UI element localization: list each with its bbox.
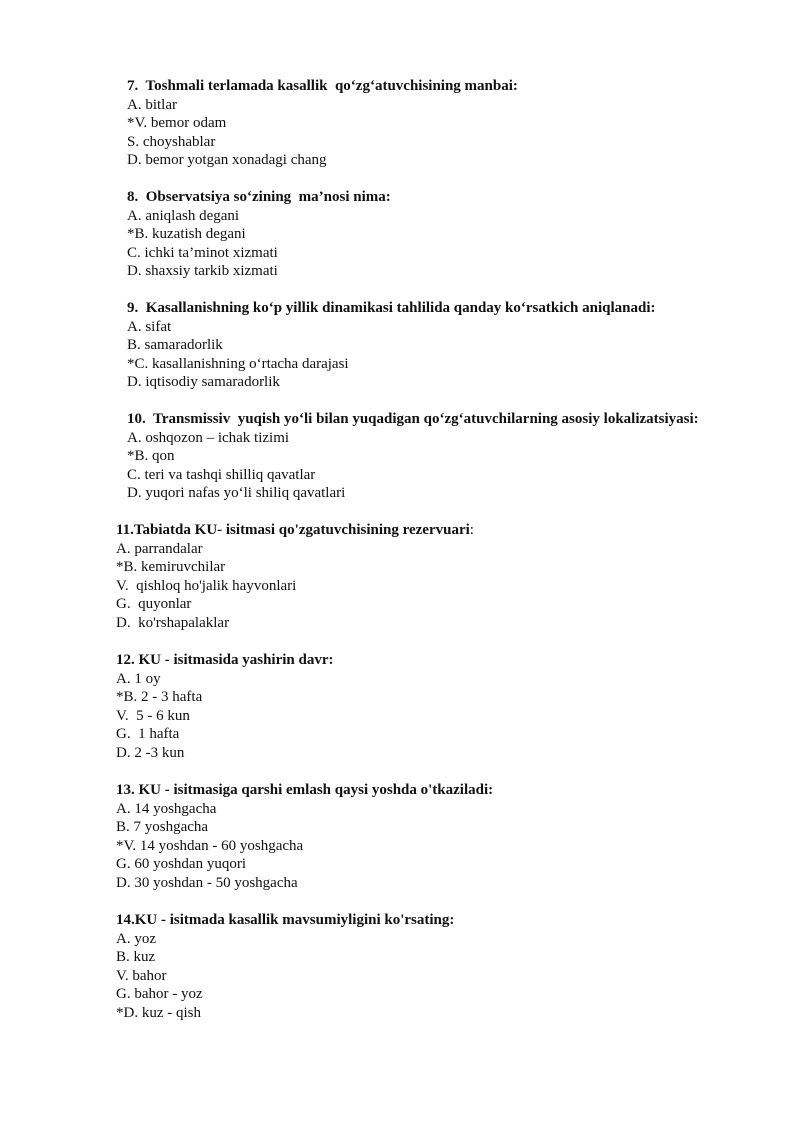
question-8 <box>127 188 391 281</box>
answer-option: B. kuz <box>116 949 156 966</box>
answer-option: V. 5 - 6 kun <box>116 707 190 724</box>
answer-option: D. shaxsiy tarkib xizmati <box>127 263 278 280</box>
answer-option: A. 14 yoshgacha <box>116 800 217 817</box>
answer-option: A. yoz <box>116 930 156 947</box>
question-title: 12. KU - isitmasida yashirin davr: <box>116 652 334 668</box>
answer-option: A. bitlar <box>127 96 177 113</box>
answer-option: C. teri va tashqi shilliq qavatlar <box>127 466 316 483</box>
answer-option: G. 60 yoshdan yuqori <box>116 856 246 873</box>
question-title-colon: : <box>469 522 474 538</box>
answer-option: A. oshqozon – ichak tizimi <box>127 429 290 446</box>
answer-option: V. qishloq ho'jalik hayvonlari <box>116 577 297 594</box>
question-10 <box>127 410 699 503</box>
question-title <box>116 521 474 540</box>
answer-option: D. 30 yoshdan - 50 yoshgacha <box>116 874 298 891</box>
question-title: 14.KU - isitmada kasallik mavsumiyligini ko'rsating: <box>116 912 455 928</box>
answer-option: A. sifat <box>127 318 172 335</box>
answer-option: C. ichki ta’minot xizmati <box>127 244 278 261</box>
answer-option-correct: *B. qon <box>127 448 175 465</box>
answer-option: G. quyonlar <box>116 596 192 613</box>
answer-option: D. bemor yotgan xonadagi chang <box>127 152 327 169</box>
question-13 <box>116 781 493 893</box>
answer-option: G. 1 hafta <box>116 726 180 743</box>
answer-option-correct: *V. 14 yoshdan - 60 yoshgacha <box>116 837 304 854</box>
question-7 <box>127 77 518 170</box>
answer-option-correct: *C. kasallanishning o‘rtacha darajasi <box>127 355 349 372</box>
answer-option-correct: *D. kuz - qish <box>116 1004 201 1021</box>
question-12 <box>116 651 334 763</box>
answer-option: B. samaradorlik <box>127 337 223 354</box>
answer-option: G. bahor - yoz <box>116 986 203 1003</box>
question-title: 9. Kasallanishning ko‘p yillik dinamikasi tahlilida qanday ko‘rsatkich aniqlanadi: <box>127 300 656 316</box>
question-11 <box>116 521 474 633</box>
answer-option: A. 1 oy <box>116 670 161 687</box>
answer-option: D. yuqori nafas yo‘li shiliq qavatlari <box>127 485 346 502</box>
answer-option-correct: *V. bemor odam <box>127 115 227 132</box>
question-9 <box>127 299 656 392</box>
answer-option: D. iqtisodiy samaradorlik <box>127 374 280 391</box>
question-title: 8. Observatsiya so‘zining ma’nosi nima: <box>127 189 391 205</box>
answer-option: D. 2 -3 kun <box>116 744 185 761</box>
answer-option-correct: *B. 2 - 3 hafta <box>116 689 203 706</box>
question-14 <box>116 911 454 1023</box>
question-title: 7. Toshmali terlamada kasallik qo‘zg‘atuvchisining manbai: <box>127 78 518 94</box>
answer-option: V. bahor <box>116 967 167 984</box>
answer-option-correct: *B. kemiruvchilar <box>116 559 226 576</box>
answer-option-correct: *B. kuzatish degani <box>127 226 246 243</box>
answer-option: B. 7 yoshgacha <box>116 819 209 836</box>
answer-option: S. choyshablar <box>127 133 216 150</box>
question-title: 10. Transmissiv yuqish yo‘li bilan yuqadigan qo‘zg‘atuvchilarning asosiy lokalizatsiyasi: <box>127 411 699 427</box>
answer-option: D. ko'rshapalaklar <box>116 614 230 631</box>
question-title: 13. KU - isitmasiga qarshi emlash qaysi yoshda o'tkaziladi: <box>116 782 494 798</box>
answer-option: A. parrandalar <box>116 540 203 557</box>
answer-option: A. aniqlash degani <box>127 207 240 224</box>
question-title-text: 11.Tabiatda KU- isitmasi qo'zgatuvchisining rezervuari <box>116 522 470 538</box>
